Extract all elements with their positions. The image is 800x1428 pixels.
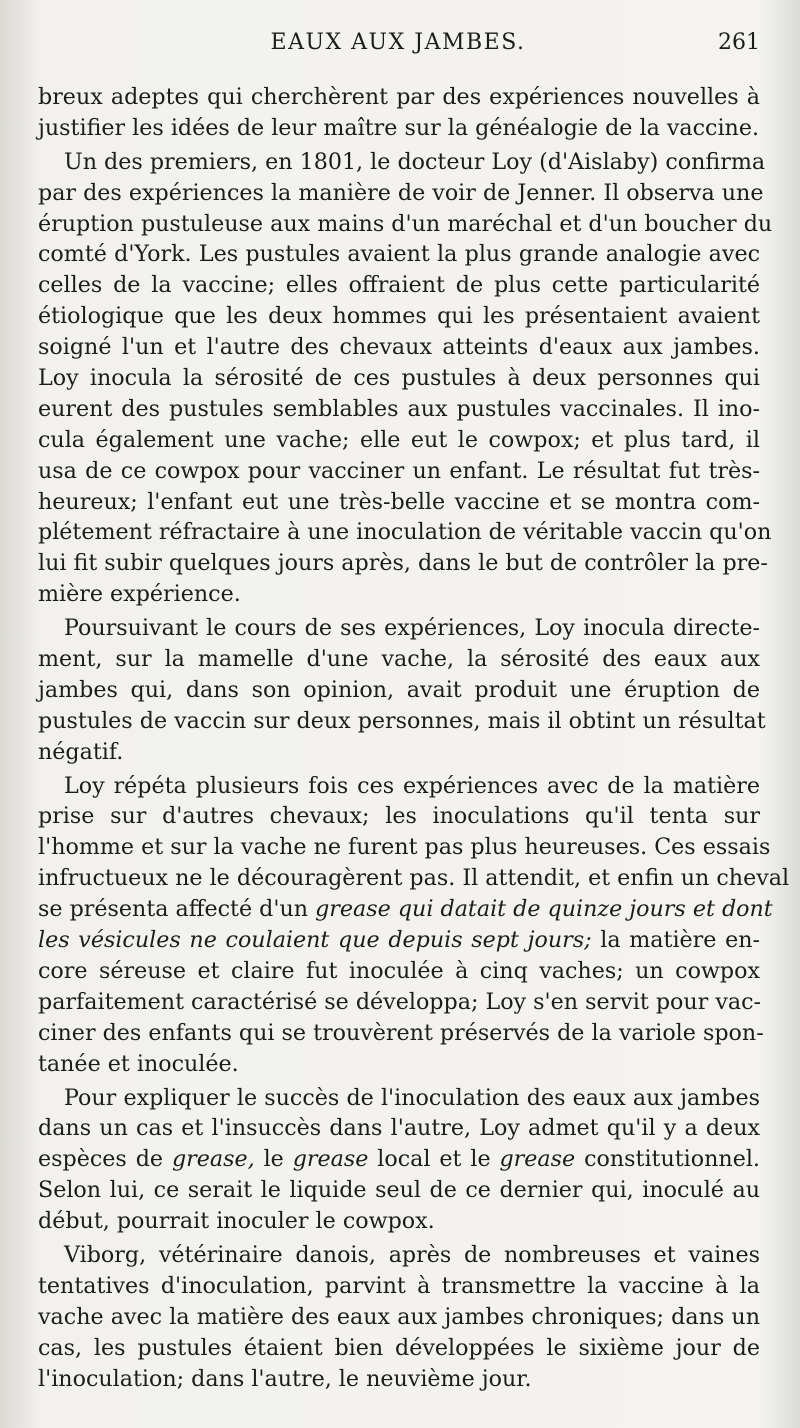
text-line: tentatives d'inoculation, parvint à transmettre la vaccine à la	[38, 1272, 760, 1299]
paragraph-1	[38, 82, 760, 144]
text-span: local et le	[368, 1146, 500, 1173]
paragraph-4	[38, 771, 790, 1080]
text-line: Poursuivant le cours de ses expériences, Loy inocula directe-	[64, 615, 760, 642]
running-title: EAUX AUX JAMBES.	[270, 30, 526, 55]
page-header	[36, 30, 760, 64]
italic-text: grease qui datait de quinze jours et dont	[315, 896, 773, 923]
paragraph-6	[38, 1240, 760, 1394]
text-line: l'homme et sur la vache ne furent pas plus heureuses. Ces essais	[38, 834, 771, 861]
text-line: Viborg, vétérinaire danois, après de nombreuses et vaines	[64, 1241, 760, 1268]
page-body	[38, 82, 790, 1397]
text-span: se présenta affecté d'un	[38, 896, 316, 923]
text-line: tanée et inoculée.	[38, 1050, 239, 1077]
text-line: cula également une vache; elle eut le cowpox; et plus tard, il	[38, 426, 760, 453]
text-line: par des expériences la manière de voir de Jenner. Il observa une	[38, 179, 764, 206]
text-line: plétement réfractaire à une inoculation de véritable vaccin qu'on	[38, 519, 772, 546]
paragraph-5	[38, 1083, 760, 1237]
italic-text: les vésicules ne coulaient que depuis sept jours;	[38, 927, 592, 954]
text-line: parfaitement caractérisé se développa; Loy s'en servit pour vac-	[38, 988, 762, 1015]
paragraph-2	[38, 147, 773, 610]
text-line: heureux; l'enfant eut une très-belle vaccine et se montra com-	[38, 488, 760, 515]
text-span: la matière en-	[591, 927, 760, 954]
text-line: Un des premiers, en 1801, le docteur Loy (d'Aislaby) confirma	[64, 148, 766, 175]
text-line: justifier les idées de leur maître sur la généalogie de la vaccine.	[38, 114, 760, 141]
text-span: espèces de	[38, 1146, 172, 1173]
text-line: core séreuse et claire fut inoculée à cinq vaches; un cowpox	[38, 957, 760, 984]
text-line: début, pourrait inoculer le cowpox.	[38, 1208, 435, 1235]
text-span: le	[254, 1146, 293, 1173]
text-line: eurent des pustules semblables aux pustules vaccinales. Il ino-	[38, 395, 760, 422]
text-line: Pour expliquer le succès de l'inoculation des eaux aux jambes	[64, 1084, 760, 1111]
text-line: vache avec la matière des eaux aux jambes chroniques; dans un	[38, 1303, 760, 1330]
text-line: breux adeptes qui cherchèrent par des expériences nouvelles à	[38, 84, 760, 110]
text-line: celles de la vaccine; elles offraient de plus cette particularité	[38, 272, 760, 299]
text-line: éruption pustuleuse aux mains d'un maréchal et d'un boucher du	[38, 210, 773, 237]
text-line: infructueux ne le découragèrent pas. Il attendit, et enfin un cheval	[38, 865, 790, 892]
italic-text: grease	[292, 1146, 369, 1173]
text-line: jambes qui, dans son opinion, avait produit une éruption de	[38, 676, 760, 703]
text-line	[38, 894, 773, 925]
text-line: comté d'York. Les pustules avaient la plus grande analogie avec	[38, 241, 760, 268]
text-line: Loy inocula la sérosité de ces pustules à deux personnes qui	[38, 365, 760, 392]
text-line: pustules de vaccin sur deux personnes, mais il obtint un résultat	[38, 707, 766, 734]
text-line: étiologique que les deux hommes qui les présentaient avaient	[38, 303, 760, 330]
text-line	[38, 1144, 760, 1175]
text-line: mière expérience.	[38, 581, 241, 608]
text-line: usa de ce cowpox pour vacciner un enfant. Le résultat fut très-	[38, 457, 760, 484]
text-line: cas, les pustules étaient bien développées le sixième jour de	[38, 1334, 760, 1361]
text-line: Loy répéta plusieurs fois ces expériences avec de la matière	[64, 772, 760, 799]
paragraph-3	[38, 613, 766, 767]
text-line: Selon lui, ce serait le liquide seul de ce dernier qui, inoculé au	[38, 1177, 760, 1204]
text-line: prise sur d'autres chevaux; les inoculations qu'il tenta sur	[38, 803, 760, 830]
text-span: constitutionnel.	[575, 1146, 760, 1173]
page-number: 261	[718, 30, 760, 55]
text-line: l'inoculation; dans l'autre, le neuvième jour.	[38, 1365, 532, 1392]
text-line: dans un cas et l'insuccès dans l'autre, Loy admet qu'il y a deux	[38, 1115, 760, 1142]
text-line: ment, sur la mamelle d'une vache, la sérosité des eaux aux	[38, 646, 760, 673]
italic-text: grease,	[171, 1146, 255, 1173]
text-line	[38, 925, 760, 956]
text-line: négatif.	[38, 738, 124, 765]
text-line: soigné l'un et l'autre des chevaux atteints d'eaux aux jambes.	[38, 334, 760, 361]
italic-text: grease	[499, 1146, 576, 1173]
text-line: ciner des enfants qui se trouvèrent préservés de la variole spon-	[38, 1019, 764, 1046]
text-line: lui fit subir quelques jours après, dans le but de contrôler la pre-	[38, 550, 768, 577]
